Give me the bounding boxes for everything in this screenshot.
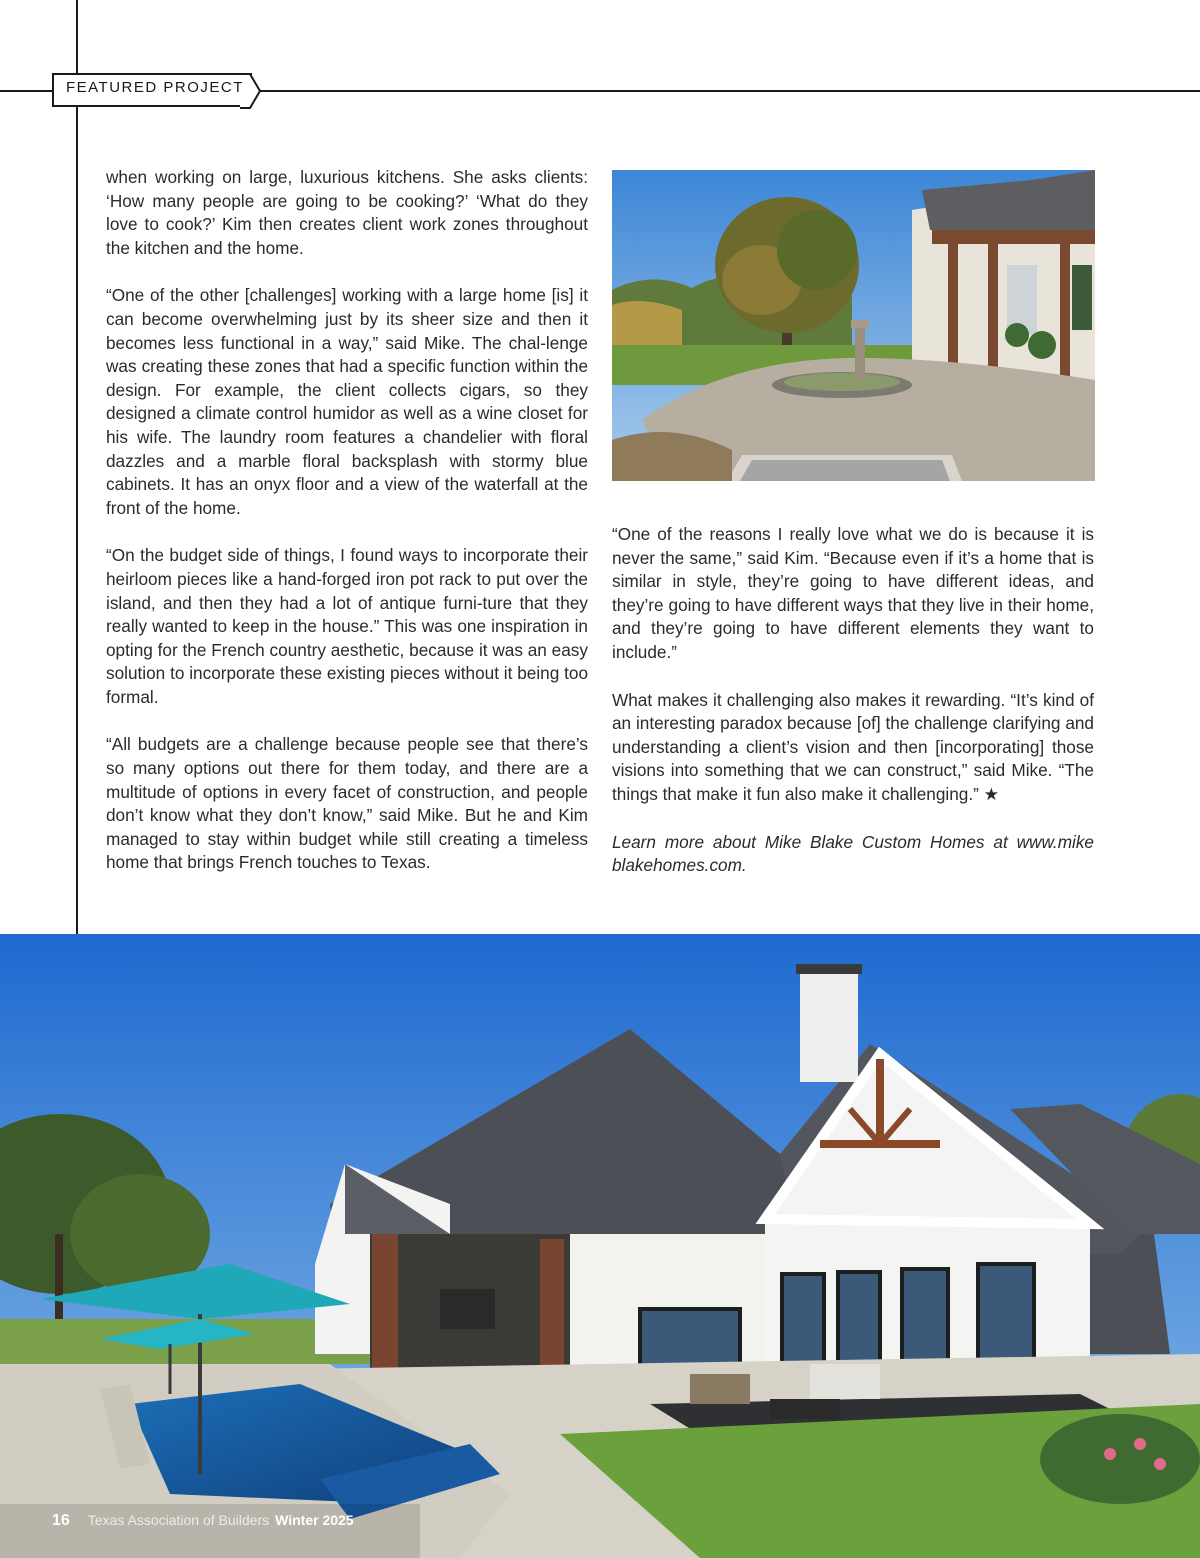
left-column <box>106 166 588 899</box>
left-paragraph-2: “One of the other [challenges] working with a large home [is] it can become overwhelming just by its sheer size and then it becomes less functional in a way,” said Mike. The chal-lenge was creating these zones that had a specific function within the design. For example, the client collects cigars, so they designed a climate control humidor as well as a wine closet for his wife. The laundry room features a chandelier with floral dazzles and a marble floral backsplash with stormy blue cabinets. It has an onyx floor and a view of the waterfall at the front of the home. <box>106 285 588 518</box>
page-number: 16 <box>52 1512 70 1529</box>
left-paragraph-1: when working on large, luxurious kitchens. She asks clients: ‘How many people are going to be cooking?’ ‘What do they love to cook?’ Kim then creates client work zones throughout the kitchen and the home. <box>106 167 588 258</box>
house-pool-photo <box>0 934 1200 1558</box>
section-label: FEATURED PROJECT <box>66 79 244 96</box>
right-paragraph-1: “One of the reasons I really love what we do is because it is never the same,” said Kim. “Because even if it’s a home that is similar in style, they’re going to have different ideas, and they’re going to have different ways that they live in their home, and they’re going to have different elements they want to include.” <box>612 524 1094 662</box>
right-paragraph-2: What makes it challenging also makes it rewarding. “It’s kind of an interesting paradox because [of] the challenge clarifying and understanding a client’s vision and then [incorporating] those visions into something that we can construct,” said Mike. “The things that make it fun also make it challenging.” ★ <box>612 689 1094 804</box>
courtyard-photo <box>612 170 1095 481</box>
page-footer <box>52 1512 354 1530</box>
publication-name: Texas Association of Builders <box>87 1512 270 1528</box>
left-paragraph-3: “On the budget side of things, I found ways to incorporate their heirloom pieces like a hand-forged iron pot rack to put over the island, and then they had a lot of antique furni-ture that they really wanted to keep in the house.” This was one inspiration in opting for the French country aesthetic, because it was an easy solution to incorporate these existing pieces without it being too formal. <box>106 545 588 707</box>
issue-label: Winter 2025 <box>275 1512 354 1528</box>
left-paragraph-4: “All budgets are a challenge because people see that there’s so many options out there for them today, and there are a multitude of options in every facet of construction, and people don’t know what they don’t know,” said Mike. But he and Kim managed to stay within budget while still creating a timeless home that brings French touches to Texas. <box>106 734 588 873</box>
website-credit: Learn more about Mike Blake Custom Homes at www.mike blakehomes.com. <box>612 831 1094 876</box>
right-column <box>612 523 1094 902</box>
